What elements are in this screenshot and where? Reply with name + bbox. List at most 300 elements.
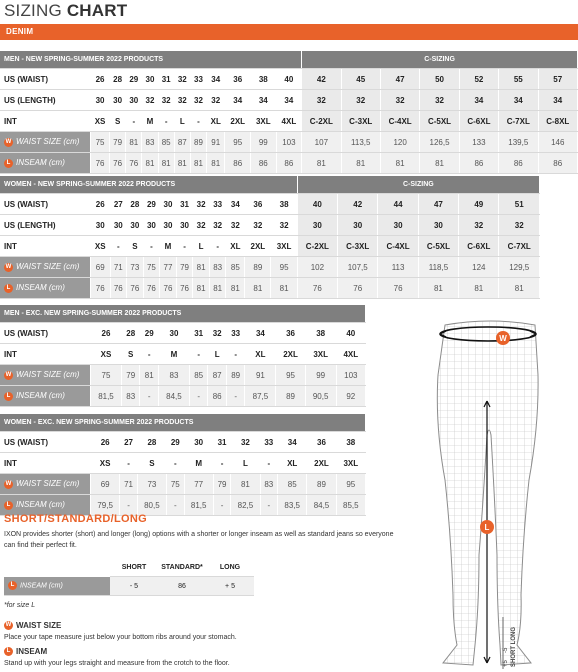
table-cell: C-2XL xyxy=(297,236,337,257)
table-cell: - xyxy=(213,495,230,516)
table-cell: 30 xyxy=(418,215,458,236)
table-cell: 30 xyxy=(142,69,158,90)
table-cell: 29 xyxy=(143,194,160,215)
table-cell: 32 xyxy=(380,90,419,111)
table-cell: 129,5 xyxy=(499,257,540,278)
table-cell: 33 xyxy=(209,194,226,215)
table-cell: 87 xyxy=(208,365,227,386)
table-cell: 36 xyxy=(276,323,305,344)
table-cell: 81 xyxy=(158,153,174,174)
table-row xyxy=(0,323,366,344)
table-cell: 32 xyxy=(420,90,459,111)
table-cell: S xyxy=(121,344,140,365)
table-cell: 30 xyxy=(338,215,378,236)
table-cell: 81 xyxy=(271,278,297,299)
table-cell: S xyxy=(127,236,144,257)
table-cell: 34 xyxy=(245,323,276,344)
table-row xyxy=(0,111,578,132)
table-cell: 38 xyxy=(251,69,277,90)
table-cell: 32 xyxy=(190,90,206,111)
table-cell: C-3XL xyxy=(338,236,378,257)
table-cell: 32 xyxy=(341,90,380,111)
table-cell: 76 xyxy=(110,278,127,299)
table-cell: 29 xyxy=(140,323,159,344)
table-cell: 81 xyxy=(209,278,226,299)
table-cell: 81 xyxy=(499,278,540,299)
header-long: LONG xyxy=(206,558,254,577)
table-cell: 120 xyxy=(380,132,419,153)
table-cell: 81 xyxy=(341,153,380,174)
table-cell: 79 xyxy=(121,365,140,386)
footnote: *for size L xyxy=(4,602,36,609)
table-cell: 82,5 xyxy=(231,495,260,516)
table-cell: 32 xyxy=(302,90,341,111)
table-cell: 92 xyxy=(336,386,365,407)
row-label: L INSEAM (cm) xyxy=(0,495,91,516)
table-cell: XS xyxy=(91,453,120,474)
table-cell: 86 xyxy=(459,153,498,174)
table-cell: 86 xyxy=(538,153,578,174)
waist-icon: W xyxy=(5,622,12,629)
table-cell: 95 xyxy=(276,365,305,386)
waist-icon: W xyxy=(5,138,12,145)
table-row xyxy=(0,90,578,111)
row-label: L INSEAM (cm) xyxy=(0,278,91,299)
table-header-row xyxy=(0,176,540,194)
table-cell: 30 xyxy=(160,194,177,215)
value-standard: 86 xyxy=(158,577,206,596)
inseam-icon: L xyxy=(4,392,13,401)
table-row xyxy=(0,194,540,215)
table-cell: 32 xyxy=(226,215,245,236)
table-cell: 79 xyxy=(110,132,126,153)
table-cell: 81 xyxy=(142,153,158,174)
table-cell: S xyxy=(137,453,166,474)
table-cell: 52 xyxy=(459,69,498,90)
table-cell: 103 xyxy=(276,132,302,153)
table-cell: 90,5 xyxy=(305,386,336,407)
table-cell: 81 xyxy=(140,365,159,386)
table-cell: 31 xyxy=(176,194,193,215)
table-cell: 30 xyxy=(176,215,193,236)
table-cell: 30 xyxy=(143,215,160,236)
table-cell: XS xyxy=(91,111,110,132)
table-cell: L xyxy=(174,111,190,132)
table-cell: - xyxy=(120,495,137,516)
inseam-icon: L xyxy=(4,159,13,168)
c-sizing-header: C-SIZING xyxy=(302,51,578,69)
table-cell: 85 xyxy=(189,365,208,386)
table-cell: 83 xyxy=(158,365,189,386)
table-cell: 99 xyxy=(305,365,336,386)
row-label: W WAIST SIZE (cm) xyxy=(0,257,91,278)
table-cell: 85,5 xyxy=(336,495,365,516)
table-cell: 34 xyxy=(276,90,302,111)
table-cell: C-6XL xyxy=(459,236,499,257)
table-row xyxy=(0,432,366,453)
table-cell: 26 xyxy=(91,432,120,453)
table-cell: 36 xyxy=(307,432,336,453)
table-cell: L xyxy=(208,344,227,365)
ssl-table xyxy=(4,558,254,596)
table-cell: 26 xyxy=(91,69,110,90)
inseam-icon: L xyxy=(4,284,13,293)
table-cell: 44 xyxy=(378,194,418,215)
table-cell: - xyxy=(120,453,137,474)
table-cell: 81 xyxy=(193,278,210,299)
table-cell: 32 xyxy=(499,215,540,236)
table-cell: C-6XL xyxy=(459,111,498,132)
table-cell: 34 xyxy=(278,432,307,453)
table-title: WOMEN - NEW SPRING-SUMMER 2022 PRODUCTS xyxy=(0,176,297,194)
table-cell: - xyxy=(226,344,245,365)
table-cell: 139,5 xyxy=(499,132,538,153)
page-title: SIZING CHART xyxy=(4,1,128,20)
table-cell: 75 xyxy=(91,365,122,386)
table-cell: 2XL xyxy=(276,344,305,365)
table-cell: 81 xyxy=(245,278,271,299)
table-cell: 86 xyxy=(276,153,302,174)
waist-instruction: Place your tape measure just below your bottom ribs around your stomach. xyxy=(4,634,237,641)
table-cell: 76 xyxy=(378,278,418,299)
table-cell: 75 xyxy=(91,132,110,153)
table-cell: 79 xyxy=(176,257,193,278)
table-women-new xyxy=(0,176,540,299)
row-label: US (WAIST) xyxy=(0,323,91,344)
table-cell: 32 xyxy=(208,323,227,344)
table-cell: 76 xyxy=(143,278,160,299)
table-cell: 86 xyxy=(225,153,251,174)
table-cell: 77 xyxy=(160,257,177,278)
table-cell: - xyxy=(189,344,208,365)
table-row xyxy=(0,153,578,174)
table-cell: 42 xyxy=(338,194,378,215)
waist-heading: W WAIST SIZE xyxy=(5,621,62,630)
row-label: US (WAIST) xyxy=(0,69,91,90)
table-cell: - xyxy=(189,386,208,407)
table-cell: 51 xyxy=(499,194,540,215)
table-cell: XL xyxy=(226,236,245,257)
row-label: L INSEAM (cm) xyxy=(0,153,91,174)
table-cell: 73 xyxy=(127,257,144,278)
table-cell: 30 xyxy=(184,432,213,453)
table-cell: 29 xyxy=(126,69,142,90)
table-cell: 30 xyxy=(158,323,189,344)
table-cell: - xyxy=(140,386,159,407)
table-cell: 81 xyxy=(226,278,245,299)
table-cell: C-4XL xyxy=(378,236,418,257)
table-cell: 32 xyxy=(271,215,297,236)
table-cell: 30 xyxy=(126,90,142,111)
table-cell: 55 xyxy=(499,69,538,90)
row-label: INT xyxy=(0,111,91,132)
table-cell: C-5XL xyxy=(420,111,459,132)
table-cell: - xyxy=(126,111,142,132)
inseam-icon: L xyxy=(4,647,13,656)
table-cell: 30 xyxy=(91,215,111,236)
table-cell: 69 xyxy=(91,257,111,278)
table-cell: 87 xyxy=(174,132,190,153)
table-cell: 3XL xyxy=(271,236,297,257)
table-cell: 81 xyxy=(174,153,190,174)
table-cell: 71 xyxy=(110,257,127,278)
row-label: W WAIST SIZE (cm) xyxy=(0,132,91,153)
table-cell: 32 xyxy=(193,215,210,236)
table-cell: C-3XL xyxy=(341,111,380,132)
table-cell: - xyxy=(167,453,184,474)
waist-icon: W xyxy=(5,480,12,487)
row-label: W WAIST SIZE (cm) xyxy=(0,474,91,495)
ssl-inseam-label: L INSEAM (cm) xyxy=(4,577,110,596)
table-cell: 32 xyxy=(231,432,260,453)
table-cell: 80,5 xyxy=(137,495,166,516)
table-cell: 81 xyxy=(302,153,341,174)
row-label: W WAIST SIZE (cm) xyxy=(0,365,91,386)
table-cell: 34 xyxy=(251,90,277,111)
table-cell: 45 xyxy=(341,69,380,90)
table-cell: 71 xyxy=(120,474,137,495)
table-cell: 81,5 xyxy=(184,495,213,516)
table-men-new xyxy=(0,51,578,174)
table-cell: 31 xyxy=(189,323,208,344)
table-cell: 102 xyxy=(297,257,337,278)
table-cell: 33 xyxy=(260,432,277,453)
table-cell: 83 xyxy=(121,386,140,407)
table-cell: 34 xyxy=(207,69,225,90)
table-cell: 95 xyxy=(336,474,365,495)
table-cell: 113 xyxy=(378,257,418,278)
table-cell: 83,5 xyxy=(278,495,307,516)
table-cell: L xyxy=(231,453,260,474)
table-cell: 79,5 xyxy=(91,495,120,516)
row-label: US (LENGTH) xyxy=(0,215,91,236)
table-cell: - xyxy=(140,344,159,365)
table-cell: 2XL xyxy=(245,236,271,257)
table-cell: 76 xyxy=(338,278,378,299)
table-cell: 85 xyxy=(278,474,307,495)
table-cell: 83 xyxy=(209,257,226,278)
table-cell: M xyxy=(184,453,213,474)
table-cell: 28 xyxy=(137,432,166,453)
table-cell: C-2XL xyxy=(302,111,341,132)
table-cell: 76 xyxy=(176,278,193,299)
row-label: INT xyxy=(0,236,91,257)
table-cell: XL xyxy=(245,344,276,365)
table-header-row xyxy=(0,51,578,69)
category-band: DENIM xyxy=(0,24,578,40)
table-title: MEN - EXC. NEW SPRING-SUMMER 2022 PRODUCTS xyxy=(0,305,366,323)
table-cell: 34 xyxy=(226,194,245,215)
table-cell: 2XL xyxy=(307,453,336,474)
table-cell: XS xyxy=(91,344,122,365)
table-header-row xyxy=(0,414,366,432)
table-cell: 146 xyxy=(538,132,578,153)
table-cell: 79 xyxy=(213,474,230,495)
table-cell: 30 xyxy=(91,90,110,111)
table-cell: C-8XL xyxy=(538,111,578,132)
table-cell: - xyxy=(158,111,174,132)
table-cell: - xyxy=(176,236,193,257)
table-cell: 69 xyxy=(91,474,120,495)
table-cell: 99 xyxy=(251,132,277,153)
table-cell: 76 xyxy=(126,153,142,174)
table-cell: 73 xyxy=(137,474,166,495)
table-cell: 84,5 xyxy=(158,386,189,407)
table-cell: 47 xyxy=(418,194,458,215)
table-cell: 31 xyxy=(213,432,230,453)
table-cell: 32 xyxy=(193,194,210,215)
table-cell: 81,5 xyxy=(91,386,122,407)
row-label: US (WAIST) xyxy=(0,432,91,453)
table-cell: 40 xyxy=(276,69,302,90)
table-men-exc xyxy=(0,305,366,407)
table-row xyxy=(0,236,540,257)
table-cell: 91 xyxy=(207,132,225,153)
table-cell: 38 xyxy=(271,194,297,215)
table-cell: 75 xyxy=(167,474,184,495)
table-cell: XS xyxy=(91,236,111,257)
table-cell: - xyxy=(260,495,277,516)
table-cell: 28 xyxy=(121,323,140,344)
table-cell: 81 xyxy=(380,153,419,174)
table-cell: C-5XL xyxy=(418,236,458,257)
table-cell: M xyxy=(158,344,189,365)
table-cell: 76 xyxy=(297,278,337,299)
table-cell: - xyxy=(226,386,245,407)
table-cell: 81 xyxy=(418,278,458,299)
table-row xyxy=(0,386,366,407)
table-cell: 89 xyxy=(226,365,245,386)
table-cell: 27 xyxy=(120,432,137,453)
table-cell: 76 xyxy=(91,278,111,299)
table-cell: S xyxy=(110,111,126,132)
table-cell: 32 xyxy=(142,90,158,111)
c-sizing-header: C-SIZING xyxy=(297,176,539,194)
table-cell: 4XL xyxy=(276,111,302,132)
table-cell: 40 xyxy=(336,323,365,344)
table-cell: 26 xyxy=(91,323,122,344)
table-cell: 30 xyxy=(378,215,418,236)
table-header-row xyxy=(0,305,366,323)
table-cell: 42 xyxy=(302,69,341,90)
row-label: US (WAIST) xyxy=(0,194,91,215)
table-cell: 107,5 xyxy=(338,257,378,278)
value-short: - 5 xyxy=(110,577,158,596)
table-cell: 126,5 xyxy=(420,132,459,153)
row-label: INT xyxy=(0,344,91,365)
row-label: INT xyxy=(0,453,91,474)
table-cell: XL xyxy=(207,111,225,132)
table-cell: 103 xyxy=(336,365,365,386)
table-cell: 31 xyxy=(158,69,174,90)
waist-icon: W xyxy=(5,263,12,270)
table-cell: L xyxy=(193,236,210,257)
table-cell: 81 xyxy=(190,153,206,174)
table-cell: 36 xyxy=(245,194,271,215)
table-women-exc xyxy=(0,414,366,516)
table-cell: 33 xyxy=(190,69,206,90)
ssl-description: IXON provides shorter (short) and longer (long) options with a shorter or longer inseam as well as standard jeans so everyone can find their perfect fit. xyxy=(4,531,394,549)
table-cell: 49 xyxy=(459,194,499,215)
table-row xyxy=(0,215,540,236)
table-cell: 81 xyxy=(193,257,210,278)
table-cell: 38 xyxy=(305,323,336,344)
table-cell: 83 xyxy=(142,132,158,153)
table-cell: 30 xyxy=(160,215,177,236)
table-cell: 113,5 xyxy=(341,132,380,153)
table-cell: 133 xyxy=(459,132,498,153)
table-cell: 30 xyxy=(127,215,144,236)
svg-text:-5: -5 xyxy=(503,647,509,653)
table-cell: 3XL xyxy=(251,111,277,132)
table-cell: 57 xyxy=(538,69,578,90)
table-cell: - xyxy=(143,236,160,257)
table-cell: 87,5 xyxy=(245,386,276,407)
svg-text:W: W xyxy=(499,334,507,343)
table-cell: - xyxy=(190,111,206,132)
table-cell: 34 xyxy=(538,90,578,111)
table-cell: - xyxy=(213,453,230,474)
table-cell: 84,5 xyxy=(307,495,336,516)
inseam-icon: L xyxy=(4,501,13,510)
table-cell: 32 xyxy=(174,69,190,90)
table-cell: 34 xyxy=(225,90,251,111)
table-cell: 118,5 xyxy=(418,257,458,278)
table-cell: 38 xyxy=(336,432,365,453)
waist-icon: W xyxy=(5,371,12,378)
table-cell: 75 xyxy=(143,257,160,278)
table-cell: 89 xyxy=(245,257,271,278)
svg-text:+5: +5 xyxy=(503,660,509,667)
table-cell: 81 xyxy=(459,278,499,299)
table-cell: 40 xyxy=(297,194,337,215)
table-row xyxy=(0,453,366,474)
table-cell: 29 xyxy=(167,432,184,453)
table-cell: - xyxy=(260,453,277,474)
row-label: L INSEAM (cm) xyxy=(0,386,91,407)
legs-outline xyxy=(437,321,538,665)
table-cell: 89 xyxy=(190,132,206,153)
table-cell: - xyxy=(209,236,226,257)
table-cell: 86 xyxy=(251,153,277,174)
table-cell: 4XL xyxy=(336,344,365,365)
legs-measurement-figure xyxy=(405,305,578,672)
table-cell: 86 xyxy=(208,386,227,407)
table-cell: 76 xyxy=(91,153,110,174)
inseam-heading: L INSEAM xyxy=(4,647,47,656)
table-cell: 86 xyxy=(499,153,538,174)
table-cell: 30 xyxy=(110,215,127,236)
table-cell: - xyxy=(167,495,184,516)
table-cell: 32 xyxy=(459,215,499,236)
table-cell: 85 xyxy=(158,132,174,153)
table-cell: 89 xyxy=(276,386,305,407)
table-cell: 81 xyxy=(126,132,142,153)
table-cell: 76 xyxy=(127,278,144,299)
table-cell: M xyxy=(142,111,158,132)
table-cell: 27 xyxy=(110,194,127,215)
table-title: MEN - NEW SPRING-SUMMER 2022 PRODUCTS xyxy=(0,51,302,69)
table-row xyxy=(0,278,540,299)
table-row xyxy=(0,257,540,278)
table-row xyxy=(0,69,578,90)
table-cell: 32 xyxy=(207,90,225,111)
table-cell: 50 xyxy=(420,69,459,90)
table-cell: 89 xyxy=(307,474,336,495)
table-cell: 81 xyxy=(420,153,459,174)
table-row xyxy=(0,365,366,386)
table-cell: 34 xyxy=(459,90,498,111)
